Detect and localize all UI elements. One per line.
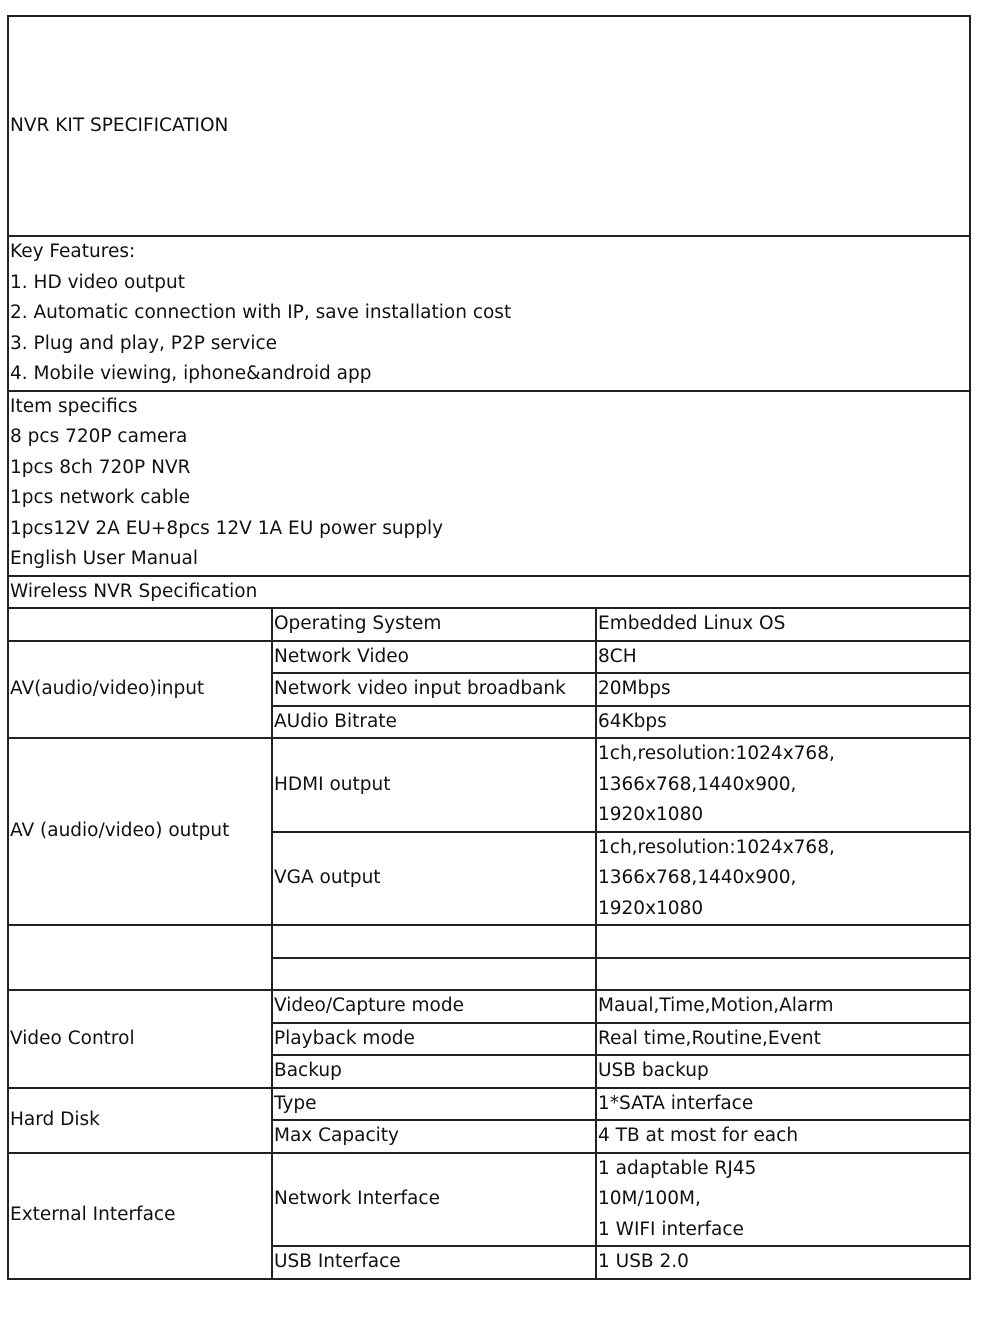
spec-category: External Interface	[8, 1153, 272, 1279]
spec-value-line	[598, 959, 969, 990]
spec-value-line: 1 adaptable RJ45	[598, 1157, 757, 1179]
spec-table	[7, 15, 971, 1280]
spec-parameter: Max Capacity	[272, 1120, 596, 1153]
spec-value	[596, 1120, 970, 1153]
spec-value-line: 1366x768,1440x900,	[598, 867, 797, 888]
spec-row	[8, 990, 970, 1023]
features-heading: Key Features:	[10, 241, 136, 262]
spec-value-line: 1920x1080	[598, 804, 704, 825]
spec-value-line: 4 TB at most for each	[598, 1125, 799, 1146]
spec-value	[596, 706, 970, 739]
spec-parameter: Network video input broadbank	[272, 673, 596, 706]
spec-value	[596, 925, 970, 958]
title-row	[8, 16, 970, 236]
spec-category	[8, 925, 272, 990]
spec-category: AV (audio/video) output	[8, 738, 272, 925]
spec-value-line: 1 USB 2.0	[598, 1251, 689, 1272]
feature-item: 3. Plug and play, P2P service	[10, 332, 278, 354]
spec-value-line: 1*SATA interface	[598, 1092, 754, 1114]
wireless-heading-row	[8, 576, 970, 609]
spec-value-line: 10M/100M,	[598, 1188, 701, 1209]
spec-value	[596, 1246, 970, 1279]
spec-parameter: Network Interface	[272, 1153, 596, 1247]
spec-value-line: Maual,Time,Motion,Alarm	[598, 995, 834, 1016]
spec-value	[596, 1055, 970, 1088]
spec-category: Hard Disk	[8, 1088, 272, 1153]
spec-value-line: USB backup	[598, 1060, 709, 1081]
spec-value-line: 8CH	[598, 645, 637, 667]
wireless-heading: Wireless NVR Specification	[8, 576, 970, 609]
spec-parameter: Playback mode	[272, 1023, 596, 1056]
spec-parameter: AUdio Bitrate	[272, 706, 596, 739]
item-specifics-line: 1pcs network cable	[10, 487, 190, 508]
spec-value-line	[598, 926, 969, 957]
spec-parameter: Network Video	[272, 641, 596, 674]
spec-parameter	[272, 925, 596, 958]
spec-value-line: 20Mbps	[598, 678, 671, 699]
spec-value	[596, 958, 970, 991]
item-specifics-heading: Item specifics	[10, 395, 138, 417]
spec-category	[8, 608, 272, 641]
item-specifics-line: 8 pcs 720P camera	[10, 426, 188, 447]
spec-row	[8, 925, 970, 958]
spec-parameter: VGA output	[272, 832, 596, 926]
spec-category: Video Control	[8, 990, 272, 1088]
spec-row	[8, 608, 970, 641]
spec-value	[596, 1023, 970, 1056]
spec-parameter: USB Interface	[272, 1246, 596, 1279]
spec-parameter: Operating System	[272, 608, 596, 641]
spec-value-line: 64Kbps	[598, 710, 667, 732]
spec-value-line: Real time,Routine,Event	[598, 1027, 821, 1049]
spec-value	[596, 673, 970, 706]
feature-item: 2. Automatic connection with IP, save installation cost	[10, 302, 512, 323]
spec-value-line: 1 WIFI interface	[598, 1218, 744, 1240]
features-cell	[8, 236, 970, 391]
spec-value	[596, 1088, 970, 1121]
spec-row	[8, 1153, 970, 1247]
spec-value-line: 1ch,resolution:1024x768,	[598, 743, 835, 764]
item-specifics-line: 1pcs 8ch 720P NVR	[10, 456, 191, 478]
spec-parameter: HDMI output	[272, 738, 596, 832]
item-specifics-row	[8, 391, 970, 576]
spec-value	[596, 1153, 970, 1247]
spec-value	[596, 738, 970, 832]
spec-row	[8, 1088, 970, 1121]
spec-title: NVR KIT SPECIFICATION	[8, 16, 970, 236]
spec-category: AV(audio/video)input	[8, 641, 272, 739]
item-specifics-cell	[8, 391, 970, 576]
spec-value-line: Embedded Linux OS	[598, 613, 786, 634]
spec-parameter: Type	[272, 1088, 596, 1121]
spec-value	[596, 832, 970, 926]
spec-value	[596, 990, 970, 1023]
feature-item: 1. HD video output	[10, 271, 186, 293]
features-row	[8, 236, 970, 391]
spec-row	[8, 738, 970, 832]
spec-value-line: 1920x1080	[598, 897, 704, 919]
spec-row	[8, 641, 970, 674]
spec-value	[596, 608, 970, 641]
spec-parameter: Backup	[272, 1055, 596, 1088]
item-specifics-line: 1pcs12V 2A EU+8pcs 12V 1A EU power supply	[10, 517, 444, 539]
feature-item: 4. Mobile viewing, iphone&android app	[10, 363, 372, 384]
item-specifics-line: English User Manual	[10, 548, 198, 569]
spec-parameter	[272, 958, 596, 991]
spec-value	[596, 641, 970, 674]
spec-parameter: Video/Capture mode	[272, 990, 596, 1023]
spec-value-line: 1ch,resolution:1024x768,	[598, 836, 835, 858]
spec-value-line: 1366x768,1440x900,	[598, 773, 797, 795]
